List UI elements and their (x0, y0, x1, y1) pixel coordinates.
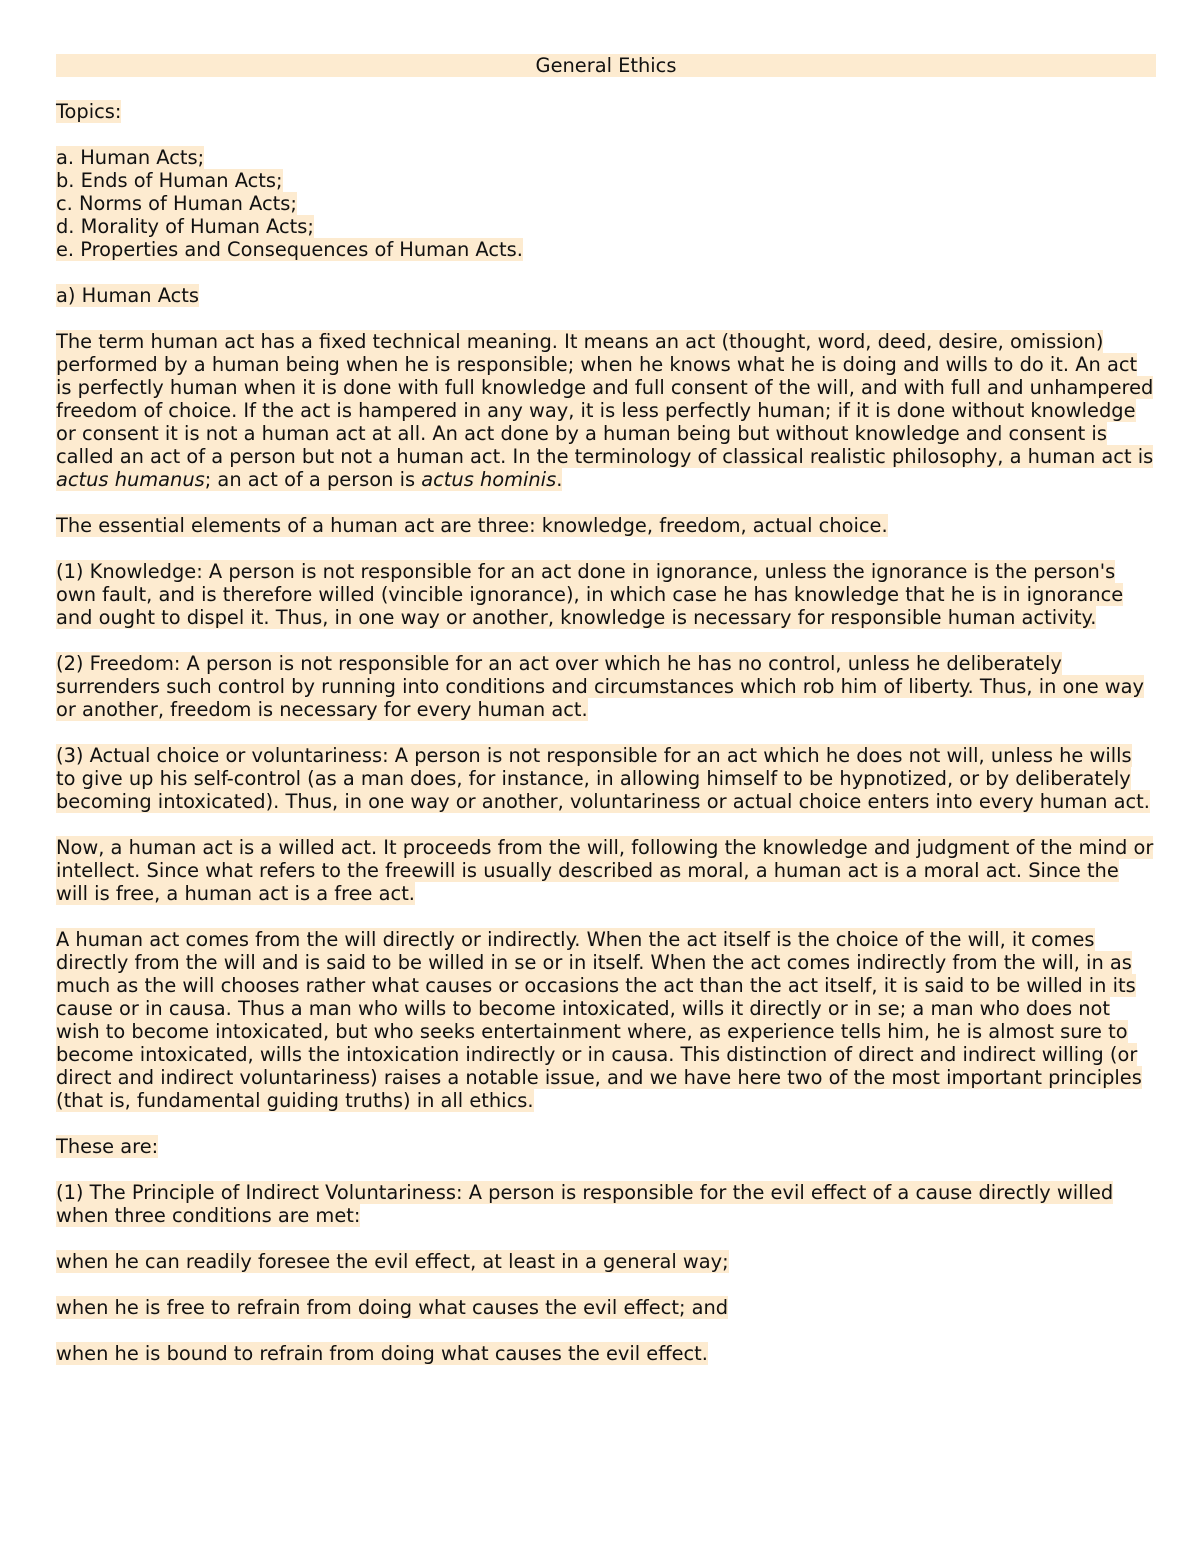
paragraph-text: Now, a human act is a willed act. It proceeds from the will, following the knowledge and judgment of the mind or intellect. Since what refers to the freewill is usually described as moral, a human act is a moral act. Since the will is free, a human act is a free act. (56, 836, 1154, 905)
paragraph-willed-act (56, 836, 1156, 905)
topic-item (56, 146, 1156, 169)
latin-term-actus-humanus: actus humanus (56, 468, 205, 491)
topic-item (56, 215, 1156, 238)
topic-item-text: a. Human Acts; (56, 146, 205, 169)
paragraph-text: (2) Freedom: A person is not responsible for an act over which he has no control, unless he deliberately surrenders such control by running into conditions and circumstances which rob him of liberty. Thus, in one way or another, freedom is necessary for every human act. (56, 652, 1145, 721)
condition-free-to-refrain (56, 1296, 1156, 1319)
topic-item-text: e. Properties and Consequences of Human Acts. (56, 238, 523, 261)
paragraph-principle-indirect-voluntariness (56, 1181, 1156, 1227)
section-heading-human-acts (56, 284, 1156, 307)
condition-foresee (56, 1250, 1156, 1273)
paragraph-text: when he is bound to refrain from doing what causes the evil effect. (56, 1342, 708, 1365)
document-title-text: General Ethics (535, 54, 677, 77)
topic-item (56, 169, 1156, 192)
paragraph-text: These are: (56, 1135, 159, 1158)
paragraph-knowledge (56, 560, 1156, 629)
topic-item (56, 238, 1156, 261)
paragraph-text: (1) The Principle of Indirect Voluntariness: A person is responsible for the evil effect of a cause directly willed when three conditions are met: (56, 1181, 1114, 1227)
topics-list (56, 146, 1156, 261)
paragraph-text-part: . (556, 468, 563, 491)
paragraph-essential-elements (56, 514, 1156, 537)
paragraph-definition-text (56, 330, 1153, 491)
latin-term-actus-hominis: actus hominis (421, 468, 557, 491)
topics-heading (56, 100, 1156, 123)
condition-bound-to-refrain (56, 1342, 1156, 1365)
paragraph-these-are (56, 1135, 1156, 1158)
paragraph-text: (3) Actual choice or voluntariness: A person is not responsible for an act which he does not will, unless he wills to give up his self-control (as a man does, for instance, in allowing himself to be hypnotized, or by deliberately becoming intoxicated). Thus, in one way or another, voluntariness or actual choice enters into every human act. (56, 744, 1150, 813)
document-page (56, 54, 1156, 1388)
topic-item-text: c. Norms of Human Acts; (56, 192, 297, 215)
paragraph-text: when he can readily foresee the evil effect, at least in a general way; (56, 1250, 729, 1273)
paragraph-text: (1) Knowledge: A person is not responsible for an act done in ignorance, unless the ignorance is the person's own fault, and is therefore willed (vincible ignorance), in which case he has knowledge that he is in ignorance and ought to dispel it. Thus, in one way or another, knowledge is necessary for responsible human activity. (56, 560, 1124, 629)
section-heading-text: a) Human Acts (56, 284, 199, 307)
paragraph-text-part: ; an act of a person is (204, 468, 422, 491)
topic-item-text: b. Ends of Human Acts; (56, 169, 283, 192)
paragraph-text: when he is free to refrain from doing what causes the evil effect; and (56, 1296, 729, 1319)
paragraph-text: A human act comes from the will directly or indirectly. When the act itself is the choice of the will, it comes directly from the will and is said to be willed in se or in itself. When the act comes indirectly from the will, in as much as the will chooses rather what causes or occasions the act than the act itself, it is said to be willed in its cause or in causa. Thus a man who wills to become intoxicated, wills it directly or in se; a man who does not wish to become intoxicated, but who seeks entertainment where, as experience tells him, he is almost sure to become intoxicated, wills the intoxication indirectly or in causa. This distinction of direct and indirect willing (or direct and indirect voluntariness) raises a notable issue, and we have here two of the most important principles (that is, fundamental guiding truths) in all ethics. (56, 928, 1142, 1112)
paragraph-text-part: The term human act has a fixed technical meaning. It means an act (thought, word, deed, desire, omission) performed by a human being when he is responsible; when he knows what he is doing and wills to do it. An act is perfectly human when it is done with full knowledge and full consent of the will, and with full and unhampered freedom of choice. If the act is hampered in any way, it is less perfectly human; if it is done without knowledge or consent it is not a human act at all. An act done by a human being but without knowledge and consent is called an act of a person but not a human act. In the terminology of classical realistic philosophy, a human act is (56, 330, 1154, 468)
topic-item (56, 192, 1156, 215)
paragraph-direct-indirect (56, 928, 1156, 1112)
paragraph-actual-choice (56, 744, 1156, 813)
paragraph-text: The essential elements of a human act are three: knowledge, freedom, actual choice. (56, 514, 888, 537)
document-title (56, 54, 1156, 77)
topic-item-text: d. Morality of Human Acts; (56, 215, 314, 238)
paragraph-definition (56, 330, 1156, 491)
paragraph-freedom (56, 652, 1156, 721)
topics-heading-text: Topics: (56, 100, 122, 123)
